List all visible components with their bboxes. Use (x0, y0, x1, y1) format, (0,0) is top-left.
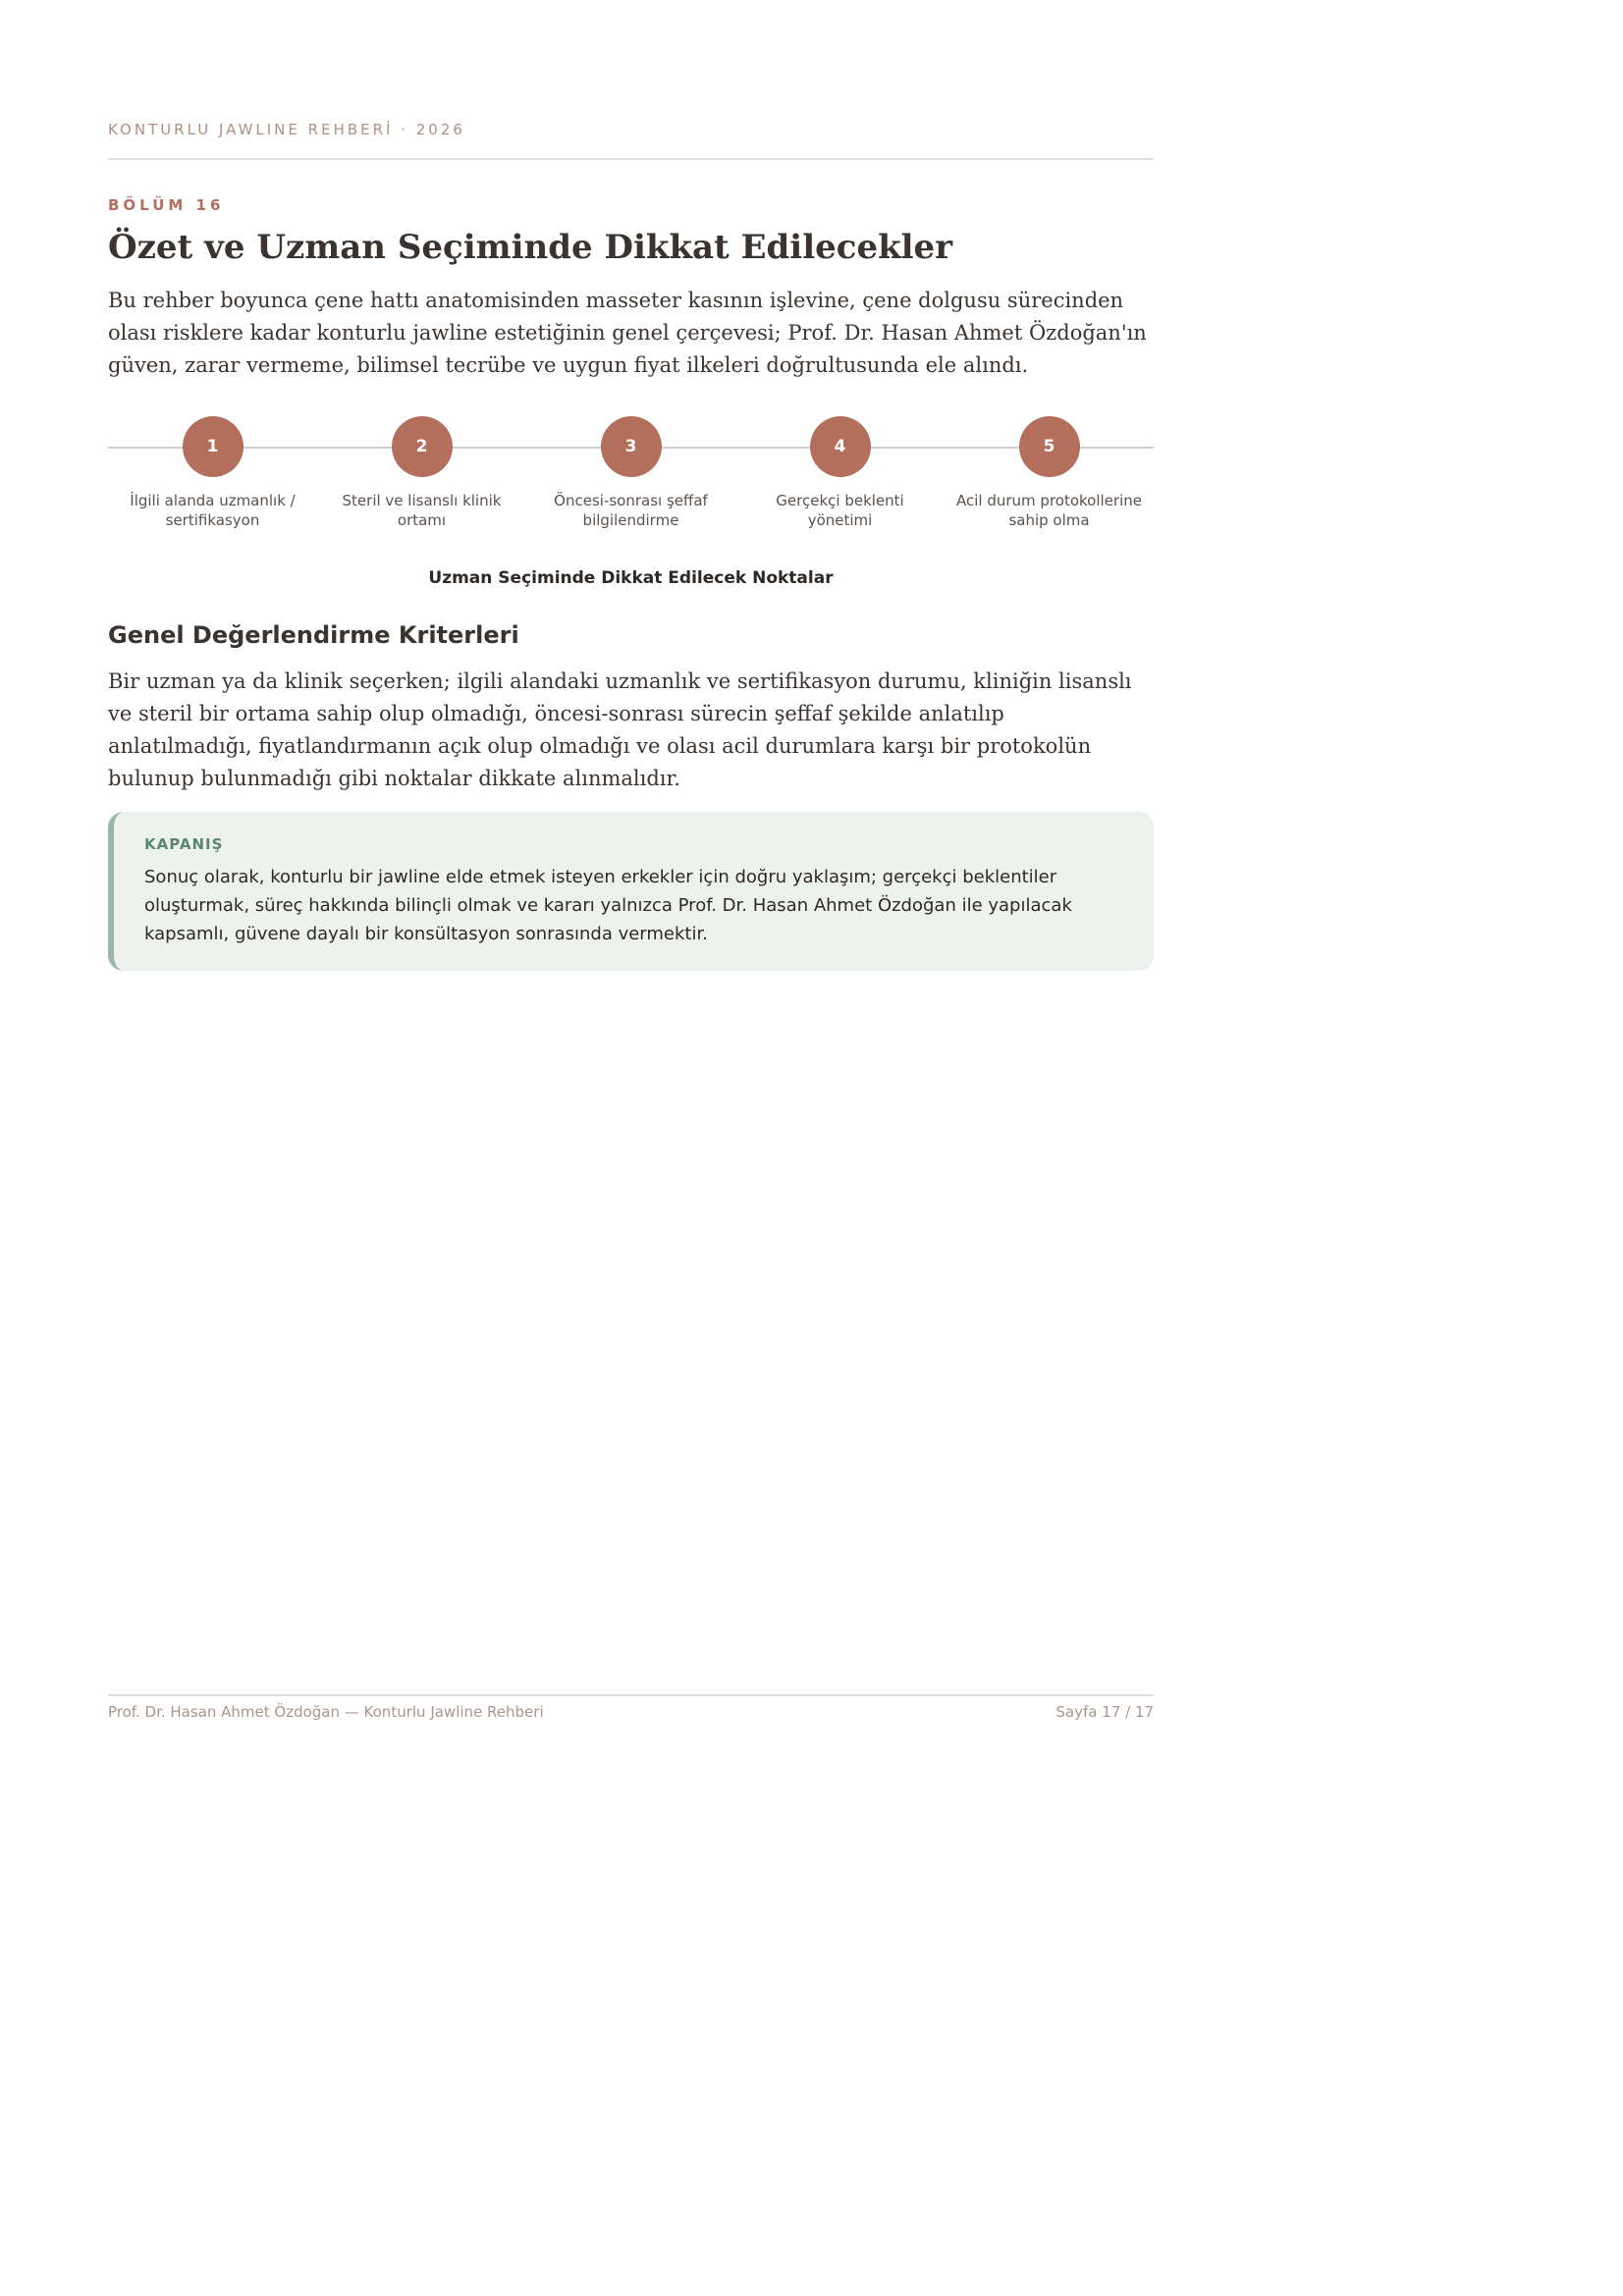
header-divider (108, 158, 1154, 160)
footer-title: Prof. Dr. Hasan Ahmet Özdoğan — Konturlu Jawline Rehberi (108, 1703, 544, 1721)
document-page (108, 0, 1154, 2296)
callout-body: Sonuç olarak, konturlu bir jawline elde etmek isteyen erkekler için doğru yaklaşım; gerçekçi beklentiler oluşturmak, süreç hakkında bilinçli olmak ve kararı yalnızca Prof. Dr. Hasan Ahmet Özdoğan ile yapılacak kapsamlı, güvene dayalı bir konsültasyon sonrasında vermektir. (144, 867, 1072, 944)
step-label: Steril ve lisanslı klinik ortamı (342, 492, 502, 529)
step-number-badge: 3 (601, 416, 662, 477)
running-header: KONTURLU JAWLINE REHBERİ · 2026 (108, 121, 465, 138)
step-label: Gerçekçi beklenti yönetimi (776, 492, 904, 529)
step-item (108, 416, 317, 530)
step-number-badge: 1 (183, 416, 243, 477)
step-label: Öncesi-sonrası şeffaf bilgilendirme (554, 492, 708, 529)
figure-caption: Uzman Seçiminde Dikkat Edilecek Noktalar (428, 568, 834, 588)
step-number-badge: 5 (1019, 416, 1080, 477)
intro-paragraph: Bu rehber boyunca çene hattı anatomisinden masseter kasının işlevine, çene dolgusu sürecinden olası risklere kadar konturlu jawline estetiğinin genel çerçevesi; Prof. Dr. Hasan Ahmet Özdoğan'ın güven, zarar vermeme, bilimsel tecrübe ve uygun fiyat ilkeleri doğrultusunda ele alındı. (108, 289, 1147, 377)
step-label: İlgili alanda uzmanlık / sertifikasyon (130, 492, 296, 529)
step-item (735, 416, 945, 530)
step-item (945, 416, 1154, 530)
section-paragraph: Bir uzman ya da klinik seçerken; ilgili alandaki uzmanlık ve sertifikasyon durumu, kliniğin lisanslı ve steril bir ortama sahip olup olmadığı, öncesi-sonrası sürecin şeffaf şekilde anlatılıp anlatılmadığı, fiyatlandırmanın açık olup olmadığı ve olası acil durumlara karşı bir protokolün bulunup bulunmadığı gibi noktalar dikkate alınmalıdır. (108, 669, 1132, 790)
step-number-badge: 4 (810, 416, 871, 477)
chapter-title: Özet ve Uzman Seçiminde Dikkat Edilecekler (108, 228, 953, 267)
step-label: Acil durum protokollerine sahip olma (956, 492, 1142, 529)
closing-callout (108, 812, 1154, 971)
step-number-badge: 2 (392, 416, 453, 477)
chapter-label: BÖLÜM 16 (108, 196, 225, 214)
page-number: Sayfa 17 / 17 (1055, 1703, 1154, 1721)
section-title: Genel Değerlendirme Kriterleri (108, 621, 519, 649)
step-item (317, 416, 526, 530)
callout-label: KAPANIŞ (144, 835, 224, 853)
footer-divider (108, 1694, 1154, 1696)
steps-timeline (108, 416, 1154, 534)
step-item (526, 416, 735, 530)
